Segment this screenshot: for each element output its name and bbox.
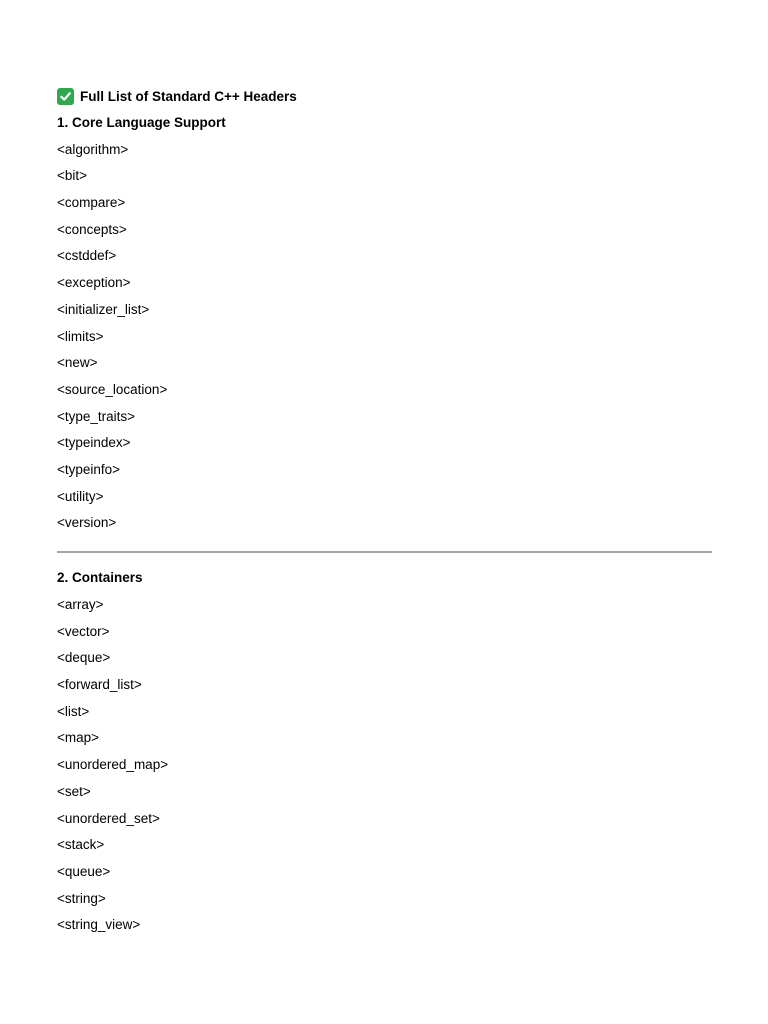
list-item: <compare>	[57, 195, 126, 211]
list-item: <typeindex>	[57, 435, 131, 451]
section-heading: 1. Core Language Support	[57, 115, 226, 130]
document-title-line	[57, 86, 712, 106]
list-item: <string>	[57, 890, 106, 906]
list-item: <deque>	[57, 650, 111, 666]
list-item: <vector>	[57, 623, 110, 639]
document-page	[57, 86, 712, 935]
list-item: <string_view>	[57, 917, 141, 933]
list-item: <unordered_map>	[57, 757, 169, 773]
list-item: <cstddef>	[57, 248, 117, 264]
check-mark-button-icon	[57, 88, 74, 105]
section-heading: 2. Containers	[57, 570, 143, 586]
document-title: Full List of Standard C++ Headers	[80, 88, 297, 104]
list-item: <map>	[57, 730, 100, 746]
list-item: <new>	[57, 355, 98, 371]
list-item: <initializer_list>	[57, 301, 150, 317]
list-item: <exception>	[57, 275, 131, 291]
list-item: <list>	[57, 703, 90, 719]
list-item: <bit>	[57, 168, 88, 184]
list-item: <set>	[57, 783, 91, 799]
list-item: <utility>	[57, 488, 104, 504]
list-item: <limits>	[57, 328, 104, 344]
section-core-language-support	[57, 113, 712, 533]
section-containers	[57, 568, 712, 935]
list-item: <queue>	[57, 863, 111, 879]
list-item: <forward_list>	[57, 677, 142, 693]
list-item: <concepts>	[57, 221, 127, 237]
list-item: <typeinfo>	[57, 461, 121, 477]
list-item: <stack>	[57, 837, 105, 853]
check-mark-glyph	[59, 90, 72, 103]
header-list	[57, 140, 712, 534]
list-item: <array>	[57, 597, 104, 612]
section-divider	[57, 551, 712, 553]
list-item: <source_location>	[57, 381, 168, 397]
list-item: <unordered_set>	[57, 810, 160, 826]
list-item: <version>	[57, 515, 117, 531]
header-list	[57, 595, 712, 935]
list-item: <algorithm>	[57, 141, 129, 157]
list-item: <type_traits>	[57, 408, 136, 424]
